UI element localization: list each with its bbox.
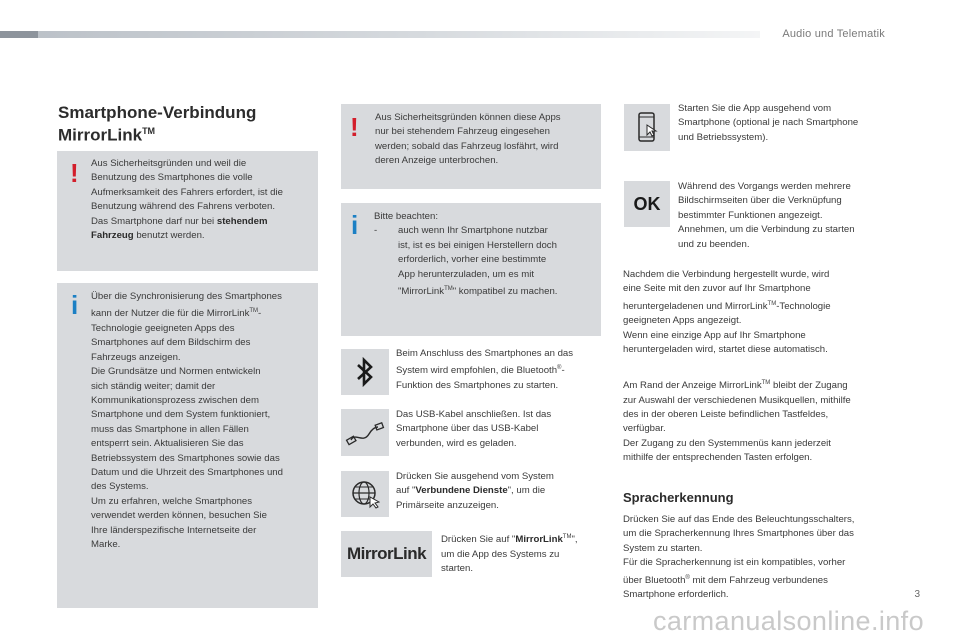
warning-text-left: Aus Sicherheitsgründen und weil die Benutzung des Smartphones die volle Aufmerksamkeit des Fahrers erfordert, ist die Benutzung während des Fahrens verboten. Das Smartphone darf nur bei stehendem Fahrzeug benutzt werden.	[91, 158, 283, 242]
step-bluetooth-text: Beim Anschluss des Smartphones an das System wird empfohlen, die Bluetooth®- Funktion des Smartphones zu starten.	[396, 348, 574, 391]
header-bar	[0, 31, 760, 38]
step-ok-text: Während des Vorgangs werden mehrere Bildschirmseiten über die Verknüpfung bestimmter Funktionen angezeigt. Annehmen, um die Verbindung zu starten und zu beenden.	[678, 181, 855, 250]
step-mirrorlink-text: Drücken Sie auf "MirrorLink™", um die App des Systems zu starten.	[441, 534, 578, 574]
bluetooth-icon	[354, 357, 376, 387]
paragraph-access: Am Rand der Anzeige MirrorLink™ bleibt der Zugang zur Auswahl der verschiedenen Musikquellen, mithilfe des in der oberen Leiste befindlichen Tastfeldes, verfügbar. Der Zugang zu den Systemmenüs kann jederzeit mithilfe der entsprechenden Tasten erfolgen.	[623, 380, 851, 464]
watermark: carmanualsonline.info	[652, 606, 924, 636]
page-title-line2: MirrorLink™	[58, 125, 156, 145]
ok-icon: OK	[633, 193, 661, 214]
usb-cable-icon	[345, 418, 385, 448]
step-usb-text: Das USB-Kabel anschließen. Ist das Smartphone über das USB-Kabel verbunden, wird es geladen.	[396, 409, 552, 449]
speech-recognition-heading: Spracherkennung	[623, 490, 734, 505]
globe-icon	[350, 479, 380, 509]
step-app-text: Starten Sie die App ausgehend vom Smartphone (optional je nach Smartphone und Betriebssystem).	[678, 103, 859, 143]
connected-services-icon-box	[341, 471, 389, 517]
ok-icon-box	[624, 181, 670, 227]
warning-icon: !	[70, 158, 79, 188]
page-number: 3	[914, 589, 920, 600]
info-icon: i	[351, 210, 359, 240]
paragraph-connection: Nachdem die Verbindung hergestellt wurde, wird eine Seite mit den zuvor auf Ihr Smartphone heruntergeladenen und MirrorLink™-Technologie geeigneten Apps angezeigt. Wenn eine einzige App auf Ihr Smartphone heruntergeladen wird, startet diese automatisch.	[623, 269, 831, 356]
section-title-header: Audio und Telematik	[782, 28, 885, 40]
usb-cable-icon-box	[341, 409, 389, 456]
info-icon: i	[71, 290, 79, 320]
smartphone-icon-box	[624, 104, 670, 151]
warning-text-middle: Aus Sicherheitsgründen können diese Apps nur bei stehendem Fahrzeug eingesehen werden; sobald das Fahrzeug losfährt, wird deren Anzeige unterbrochen.	[375, 112, 561, 167]
page-title-line1: Smartphone-Verbindung	[58, 103, 257, 122]
step-services-text: Drücken Sie ausgehend vom System auf "Verbundene Dienste", um die Primärseite anzuzeigen.	[396, 471, 554, 511]
mirrorlink-logo: MirrorLink	[346, 544, 427, 563]
bluetooth-icon-box	[341, 349, 389, 395]
info-text-left: Über die Synchronisierung des Smartphones kann der Nutzer die für die MirrorLink™- Technologie geeigneten Apps des Smartphones auf dem Bildschirm des Fahrzeugs anzeigen. Die Grundsätze und Normen entwickeln sich ständig weiter; damit der Kommunikationsprozess zwischen dem Smartphone und dem System funktioniert, muss das Smartphone in allen Fällen entsperrt sein. Aktualisieren Sie das Betriebssystem des Smartphones sowie das Datum und die Uhrzeit des Smartphones und des Systems. Um zu erfahren, welche Smartphones verwendet werden können, besuchen Sie Ihre länderspezifische Internetseite der Marke.	[91, 291, 283, 551]
header-bar-accent	[0, 31, 38, 38]
page-title	[58, 103, 256, 145]
smartphone-tap-icon	[634, 111, 660, 145]
warning-icon: !	[350, 112, 359, 142]
note-text-middle: Bitte beachten: - auch wenn Ihr Smartphone nutzbar ist, ist es bei einigen Herstellern doch erforderlich, vorher eine bestimmte App herunterzuladen, um es mit "MirrorLink™" kompatibel zu machen.	[374, 211, 558, 298]
speech-recognition-text: Drücken Sie auf das Ende des Beleuchtungsschalters, um die Spracherkennung Ihres Smartphones über das System zu starten. Für die Spracherkennung ist ein kompatibles, vorher über Bluetooth® mit dem Fahrzeug verbundenes Smartphone erforderlich.	[623, 514, 855, 601]
mirrorlink-logo-box	[341, 531, 432, 577]
